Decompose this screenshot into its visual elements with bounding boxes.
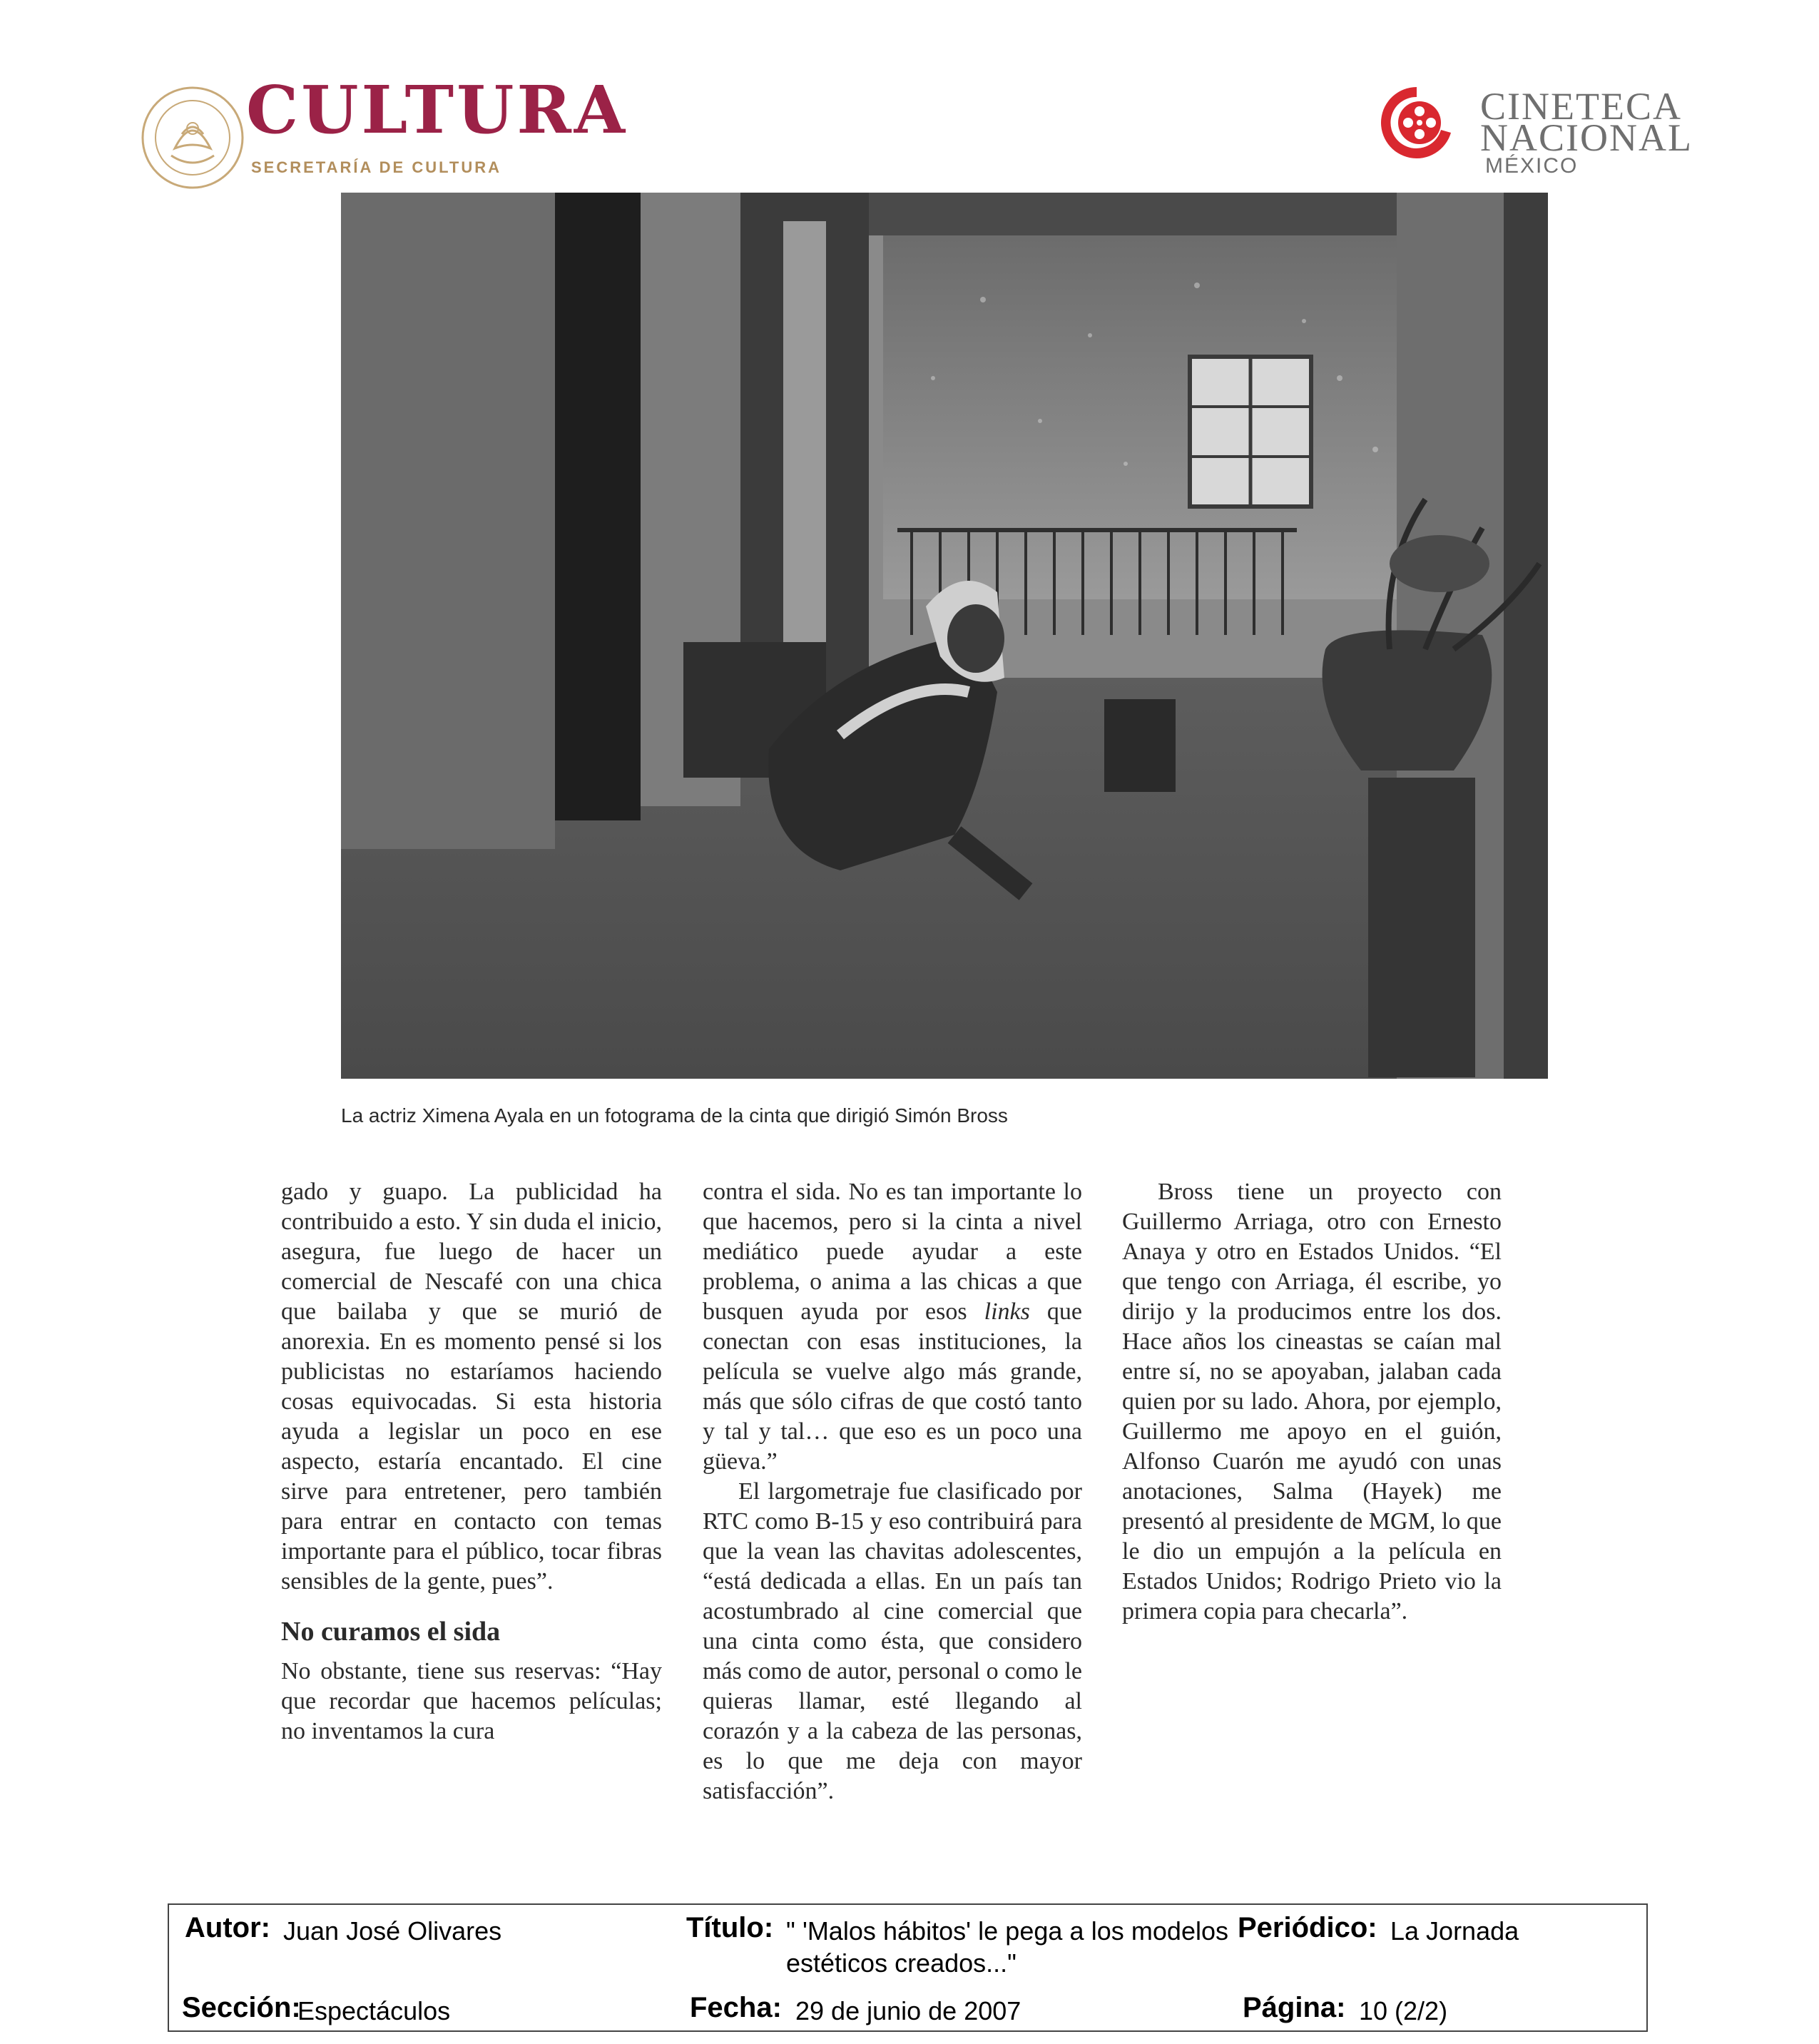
article-text: contra el sida. No es tan importante lo que hacemos, pero si la cinta a nivel mediático puede ayudar a este problema, o anima a las chicas a que busquen ayuda por esos [703,1179,1082,1325]
titulo-value: " 'Malos hábitos' le pega a los modelos estéticos creados..." [786,1916,1228,1978]
periodico-label: Periódico: [1238,1912,1377,1943]
cineteca-logo-line2: NACIONAL [1480,116,1693,159]
photo-caption: La actriz Ximena Ayala en un fotograma de la cinta que dirigió Simón Bross [341,1104,1008,1127]
article-photo [341,193,1548,1079]
film-reel-icon [1377,83,1457,163]
clipping-metadata-box [168,1903,1648,2032]
pagina-value: 10 (2/2) [1359,1996,1448,2025]
fecha-label: Fecha: [690,1992,782,2023]
pagina-label: Página: [1243,1992,1346,2023]
article-paragraph: Bross tiene un proyecto con Guillermo Arriaga, otro con Ernesto Anaya y otro en Estados Unidos. “El que tengo con Arriaga, él escribe, yo dirijo y la producimos entre los dos. Hace años los cineastas se caían mal entre sí, no se apoyaban, jalaban cada quien por su lado. Ahora, por ejemplo, Guillermo me apoyo en el guión, Alfonso Cuarón me ayudó con unas anotaciones, Salma (Hayek) me presentó al presidente de MGM, lo que le dio un empujón a la película en Estados Unidos; Rodrigo Prieto vio la primera copia para checarla”. [1122,1179,1502,1624]
autor-label: Autor: [185,1912,270,1943]
cultura-logo-title: CULTURA [246,71,628,148]
fecha-value: 29 de junio de 2007 [795,1996,1021,2025]
article-column-3 [1122,1177,1502,1627]
article-text: que conectan con esas instituciones, la película se vuelve algo más grande, más que sólo cifras de que costó tanto y tal y tal… que eso es un poco una güeva.” [703,1298,1082,1475]
cineteca-logo-country: MÉXICO [1485,154,1579,178]
titulo-label: Título: [686,1912,774,1943]
seccion-label: Sección: [182,1992,301,2023]
cineteca-logo-line1: CINETECA [1480,85,1682,128]
coat-of-arms-seal-icon [139,84,246,191]
article-subheading: No curamos el sida [281,1617,501,1647]
article-paragraph [703,1177,1082,1477]
article-column-2 [703,1177,1082,1806]
periodico-value: La Jornada [1390,1916,1519,1946]
autor-value: Juan José Olivares [283,1916,502,1946]
article-italic-text: links [984,1298,1030,1325]
article-paragraph: No obstante, tiene sus reservas: “Hay que recordar que hacemos películas; no inventamos la cura [281,1658,662,1744]
cultura-logo-subtitle: SECRETARÍA DE CULTURA [251,158,502,176]
seccion-value: Espectáculos [297,1996,451,2025]
article-paragraph: gado y guapo. La publicidad ha contribuido a esto. Y sin duda el inicio, asegura, fue luego de hacer un comercial de Nescafé con una chica que bailaba y que se murió de anorexia. En es momento pensé si los publicistas no estaríamos haciendo cosas equivocadas. Si esta historia ayuda a legislar un poco en ese aspecto, estaría encantado. El cine sirve para entretener, pero también para entrar en contacto con temas importante para el público, tocar fibras sensibles de la gente, pues”. [281,1179,662,1595]
article-paragraph: El largometraje fue clasificado por RTC como B-15 y eso contribuirá para que la vean las chavitas adolescentes, “está dedicada a ellas. En un país tan acostumbrado al cine comercial que una cinta como ésta, que considero más como de autor, personal o como le quieras llamar, esté llegando al corazón y a la cabeza de las personas, es lo que me deja con mayor satisfacción”. [703,1478,1082,1804]
article-column-1 [281,1177,662,1746]
